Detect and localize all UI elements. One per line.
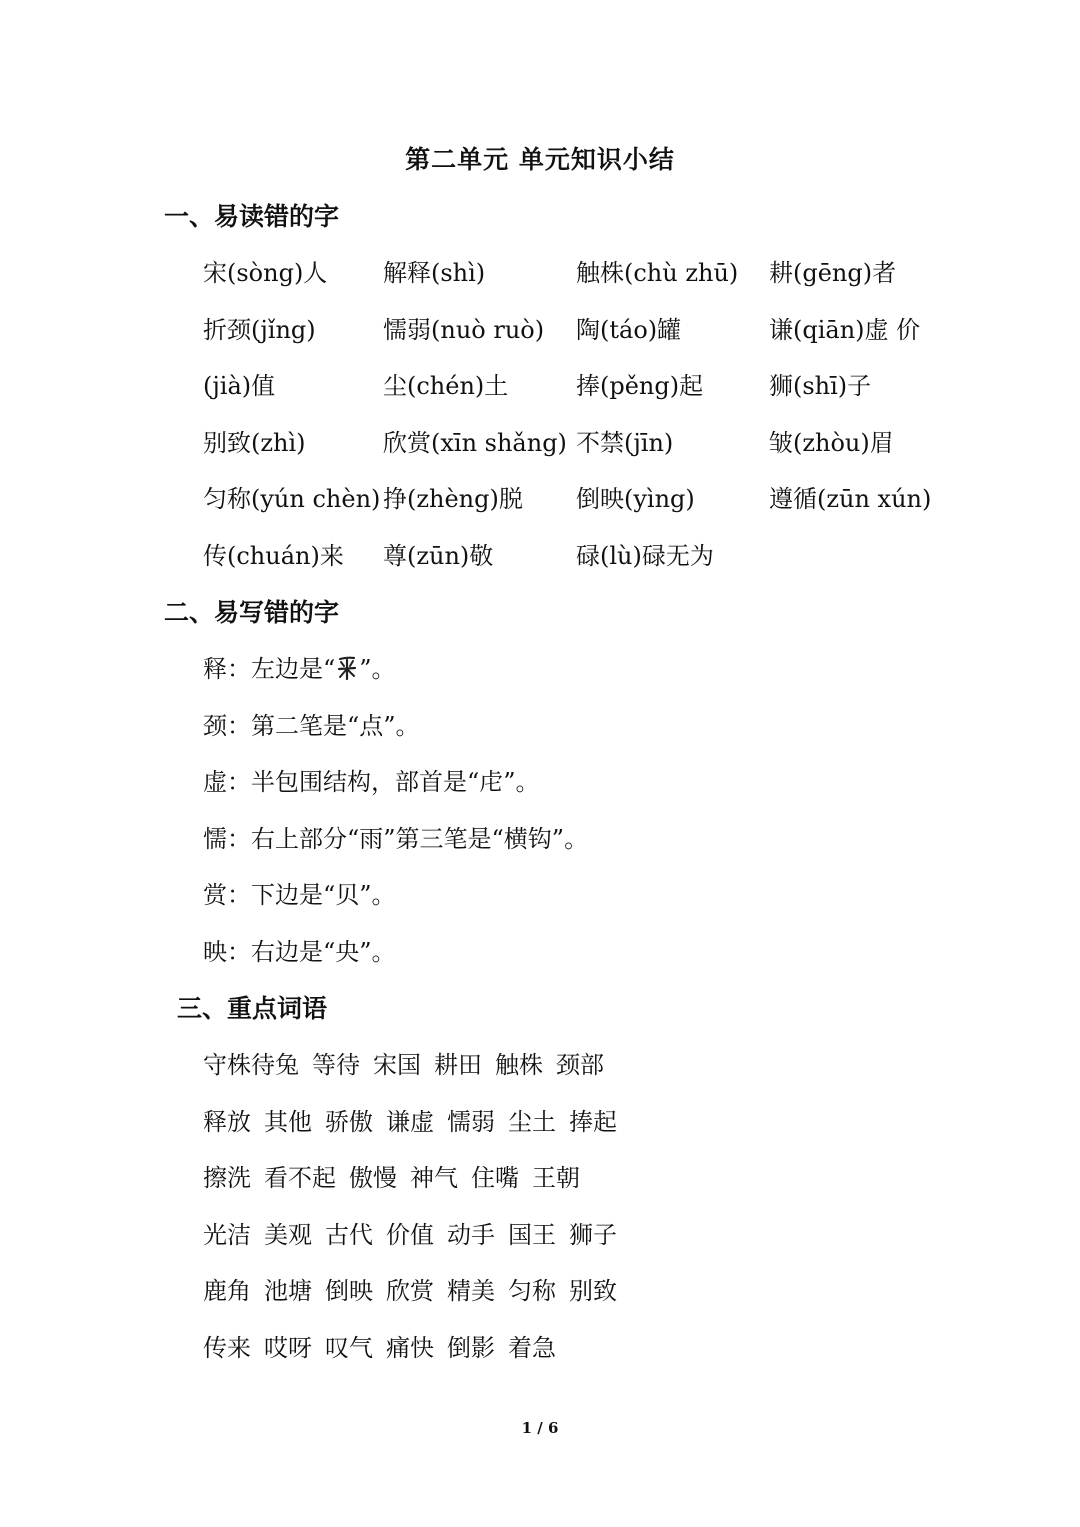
key-word: 倒影 xyxy=(447,1333,495,1362)
key-word: 其他 xyxy=(264,1107,312,1136)
key-word: 骄傲 xyxy=(325,1107,373,1136)
note-item: 映：右边是“央”。 xyxy=(203,937,396,966)
note-item: 赏：下边是“贝”。 xyxy=(203,881,396,910)
section-heading-misread: 一、易读错的字 xyxy=(164,202,340,231)
key-word: 池塘 xyxy=(264,1277,312,1306)
misread-item: 耕(gēng)者 xyxy=(769,259,897,287)
key-word: 住嘴 xyxy=(471,1164,519,1193)
misread-item: 宋(sòng)人 xyxy=(203,259,328,287)
misread-item: 匀称(yún chèn) xyxy=(203,485,381,514)
key-word: 叹气 xyxy=(325,1333,373,1362)
misread-item: 解释(shì) xyxy=(383,259,486,287)
misread-grid xyxy=(203,253,963,593)
key-word: 捧起 xyxy=(569,1107,617,1136)
miswritten-notes xyxy=(203,649,588,989)
key-word: 光洁 xyxy=(203,1220,251,1249)
key-word: 倒映 xyxy=(325,1277,373,1306)
misread-item: 别致(zhì) xyxy=(203,428,306,457)
key-word: 耕田 xyxy=(434,1051,482,1079)
key-word: 颈部 xyxy=(556,1051,604,1079)
section-heading-key-words: 三、重点词语 xyxy=(177,994,328,1023)
key-word: 着急 xyxy=(508,1333,556,1362)
key-word: 哎呀 xyxy=(264,1333,312,1362)
misread-item: 触株(chù zhū) xyxy=(576,259,739,287)
key-word: 鹿角 xyxy=(203,1277,251,1306)
word-row xyxy=(203,1215,630,1272)
key-word: 美观 xyxy=(264,1220,312,1249)
misread-item: 谦(qiān)虚 价 xyxy=(769,315,921,344)
misread-item: 狮(shī)子 xyxy=(769,372,872,401)
word-row xyxy=(203,1328,630,1385)
key-word: 古代 xyxy=(325,1220,373,1249)
misread-item: 遵循(zūn xún) xyxy=(769,485,932,514)
page-title: 第二单元 单元知识小结 xyxy=(405,145,675,174)
key-words-list xyxy=(203,1045,630,1385)
section-heading-miswritten: 二、易写错的字 xyxy=(164,598,340,627)
key-word: 传来 xyxy=(203,1333,251,1362)
key-word: 尘土 xyxy=(508,1107,556,1136)
word-row xyxy=(203,1158,630,1215)
misread-item: 懦弱(nuò ruò) xyxy=(383,315,545,344)
key-word: 欣赏 xyxy=(386,1277,434,1306)
misread-item: 捧(pěng)起 xyxy=(576,372,704,401)
key-word: 痛快 xyxy=(386,1333,434,1362)
key-word: 宋国 xyxy=(373,1051,421,1079)
page-number: 1 / 6 xyxy=(521,1419,559,1437)
key-word: 触株 xyxy=(495,1051,543,1079)
word-row xyxy=(203,1271,630,1328)
word-row xyxy=(203,1102,630,1159)
key-word: 王朝 xyxy=(532,1164,580,1193)
misread-item: (jià)值 xyxy=(203,372,276,401)
misread-item: 倒映(yìng) xyxy=(576,485,695,514)
misread-item: 欣赏(xīn shǎng) xyxy=(383,428,567,457)
misread-item: 尘(chén)土 xyxy=(383,372,509,401)
misread-item: 挣(zhèng)脱 xyxy=(383,485,523,514)
misread-item: 尊(zūn)敬 xyxy=(383,541,494,570)
key-word: 擦洗 xyxy=(203,1164,251,1193)
misread-item: 皱(zhòu)眉 xyxy=(769,428,894,457)
misread-item: 碌(lù)碌无为 xyxy=(576,541,714,570)
key-word: 精美 xyxy=(447,1277,495,1306)
note-item: 虚：半包围结构，部首是“虍”。 xyxy=(203,768,540,797)
key-word: 匀称 xyxy=(508,1277,556,1306)
key-word: 国王 xyxy=(508,1220,556,1249)
note-text: ”。 xyxy=(359,655,396,683)
key-word: 别致 xyxy=(569,1277,617,1306)
key-word: 价值 xyxy=(386,1220,434,1249)
key-word: 谦虚 xyxy=(386,1107,434,1136)
note-item: 懦：右上部分“雨”第三笔是“横钩”。 xyxy=(203,824,589,853)
key-word: 看不起 xyxy=(264,1164,336,1193)
key-word: 守株待兔 xyxy=(203,1051,299,1079)
key-word: 动手 xyxy=(447,1220,495,1249)
misread-item: 陶(táo)罐 xyxy=(576,315,682,344)
key-word: 傲慢 xyxy=(349,1164,397,1193)
key-word: 狮子 xyxy=(569,1220,617,1249)
misread-item: 折颈(jǐng) xyxy=(203,315,316,344)
radical-glyph-icon xyxy=(336,655,358,681)
key-word: 神气 xyxy=(410,1164,458,1193)
note-item xyxy=(203,649,588,706)
misread-item: 不禁(jīn) xyxy=(576,428,674,457)
note-text: 释：左边是“ xyxy=(203,655,336,683)
key-word: 等待 xyxy=(312,1051,360,1079)
note-item: 颈：第二笔是“点”。 xyxy=(203,711,420,740)
misread-item: 传(chuán)来 xyxy=(203,541,344,570)
word-row xyxy=(203,1045,630,1102)
key-word: 释放 xyxy=(203,1107,251,1136)
key-word: 懦弱 xyxy=(447,1107,495,1136)
